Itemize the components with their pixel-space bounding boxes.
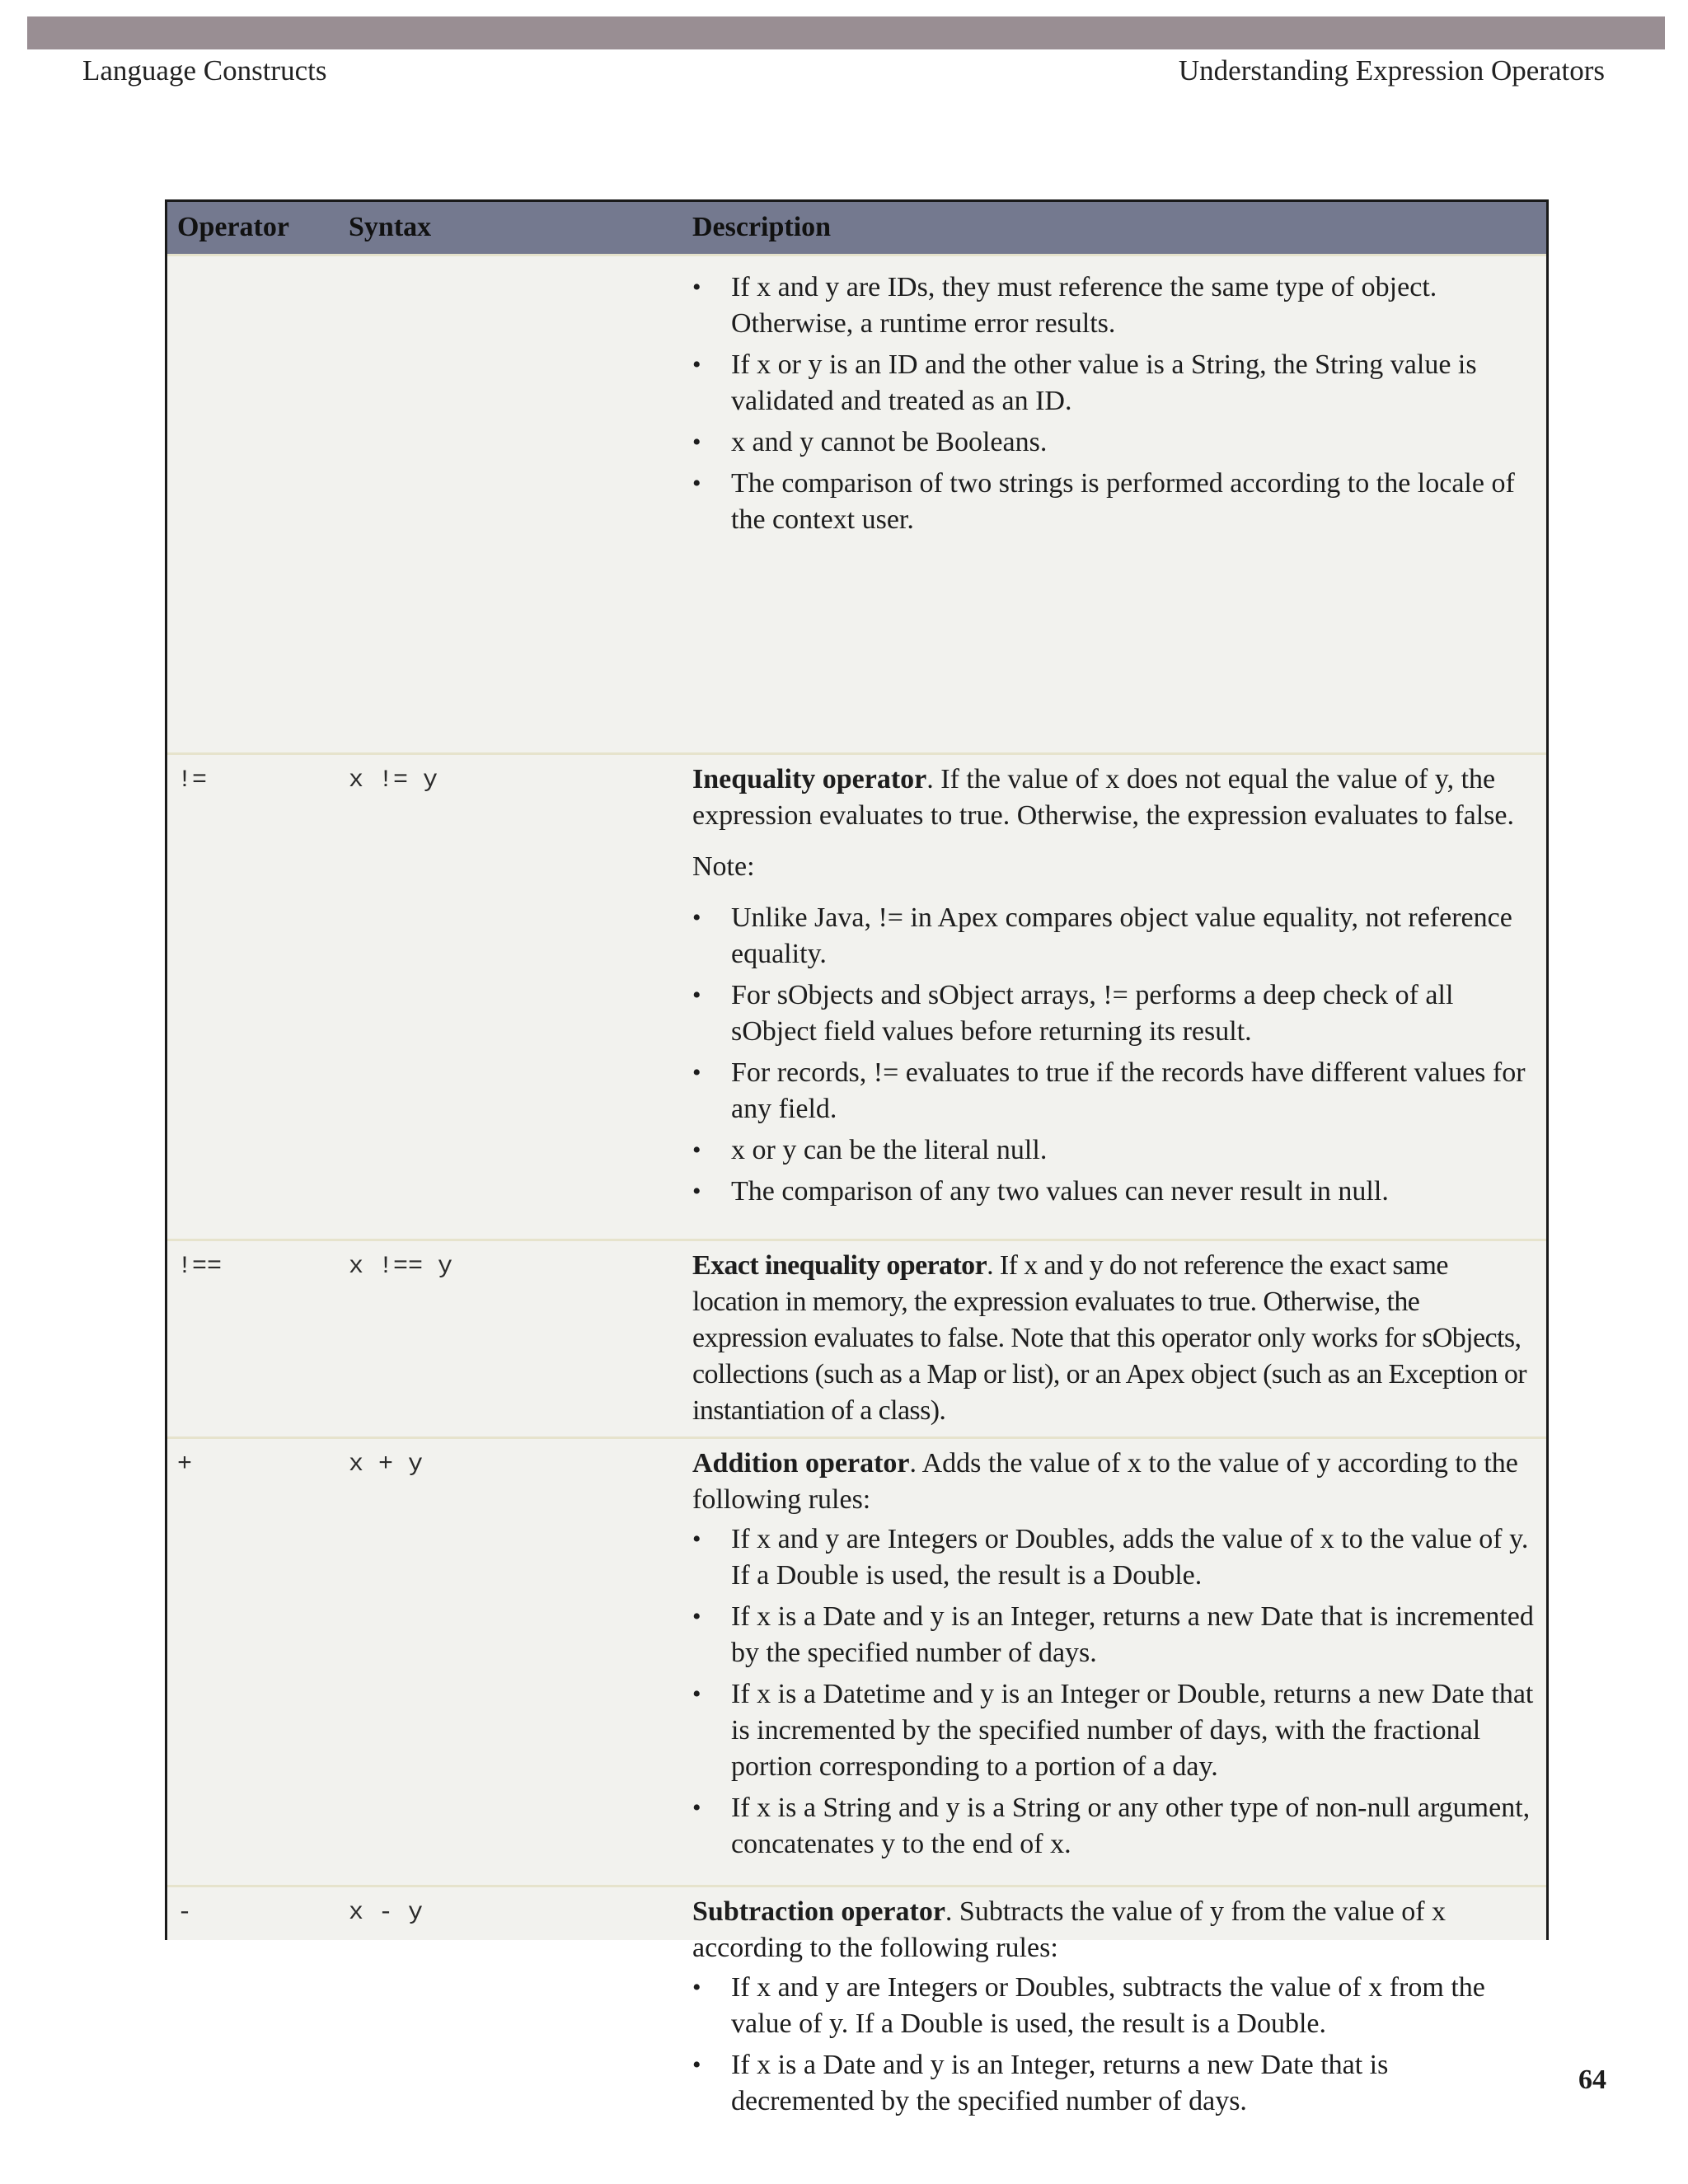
column-header-syntax: Syntax	[349, 212, 432, 242]
table-row	[167, 755, 1546, 1241]
column-header-operator: Operator	[177, 212, 289, 242]
table-row	[167, 1887, 1546, 2135]
description-paragraph: Addition operator. Adds the value of x to the value of y according to the following rules:	[692, 1448, 1518, 1515]
description-cell	[692, 269, 1537, 543]
description-cell	[692, 1446, 1537, 1868]
operators-table	[165, 199, 1549, 2116]
running-header-right: Understanding Expression Operators	[1178, 54, 1605, 87]
list-item: • If x is a Date and y is an Integer, returns a new Date that is incremented by the specified number of days.	[692, 1601, 1534, 1668]
page-number: 64	[1578, 2064, 1606, 2095]
list-item: • If x is a String and y is a String or any other type of non-null argument, concatenates y to the end of x.	[692, 1793, 1531, 1859]
list-item: • For records, != evaluates to true if the records have different values for any field.	[692, 1057, 1526, 1124]
description-paragraph: Subtraction operator. Subtracts the value of y from the value of x according to the following rules:	[692, 1896, 1447, 1963]
list-item: • If x or y is an ID and the other value is a String, the String value is validated and treated as an ID.	[692, 349, 1477, 416]
description-cell	[692, 762, 1537, 1215]
list-item: • If x is a Datetime and y is an Integer or Double, returns a new Date that is incremented by the specified number of days, with the fractional portion corresponding to a portion of a day.	[692, 1679, 1534, 1782]
list-item: • x or y can be the literal null.	[692, 1135, 1048, 1165]
list-item: • For sObjects and sObject arrays, != performs a deep check of all sObject field values before returning its result.	[692, 980, 1454, 1047]
table-row	[167, 256, 1546, 755]
table-row	[167, 1439, 1546, 1887]
syntax-cell: x != y	[349, 766, 438, 794]
list-item: • x and y cannot be Booleans.	[692, 427, 1048, 457]
syntax-cell: x - y	[349, 1899, 424, 1927]
list-item: • The comparison of two strings is performed according to the locale of the context user.	[692, 468, 1515, 535]
operator-cell: !==	[177, 1253, 223, 1281]
syntax-cell: x !== y	[349, 1253, 453, 1281]
list-item: • Unlike Java, != in Apex compares object value equality, not reference equality.	[692, 902, 1512, 969]
operator-cell: !=	[177, 766, 208, 794]
list-item: • If x and y are IDs, they must reference the same type of object. Otherwise, a runtime error results.	[692, 272, 1437, 339]
running-header-left: Language Constructs	[82, 54, 327, 87]
list-item: • If x is a Date and y is an Integer, returns a new Date that is decremented by the specified number of days.	[692, 2050, 1389, 2116]
column-header-description: Description	[692, 212, 832, 242]
top-color-bar	[27, 16, 1665, 49]
operator-cell: -	[177, 1899, 193, 1927]
list-item: • If x and y are Integers or Doubles, subtracts the value of x from the value of y. If a Double is used, the result is a Double.	[692, 1972, 1485, 2039]
list-item: • If x and y are Integers or Doubles, adds the value of x to the value of y. If a Double is used, the result is a Double.	[692, 1524, 1529, 1591]
note-label: Note:	[692, 851, 755, 882]
description-paragraph: Inequality operator. If the value of x does not equal the value of y, the expression evaluates to true. Otherwise, the expression evaluates to false.	[692, 764, 1515, 831]
description-cell	[692, 1894, 1537, 2125]
table-header	[167, 202, 1546, 256]
description-cell	[692, 1248, 1537, 1444]
syntax-cell: x + y	[349, 1451, 424, 1479]
operator-cell: +	[177, 1451, 193, 1479]
description-paragraph: Exact inequality operator. If x and y do not reference the exact same location in memory, the expression evaluates to true. Otherwise, the expression evaluates to false. Note that this operator only works for sObjects, collections (such as a Map or list), or an Apex object (such as an Exception or instantiation of a class).	[692, 1250, 1526, 1426]
table-row	[167, 1241, 1546, 1439]
list-item: • The comparison of any two values can never result in null.	[692, 1176, 1389, 1207]
